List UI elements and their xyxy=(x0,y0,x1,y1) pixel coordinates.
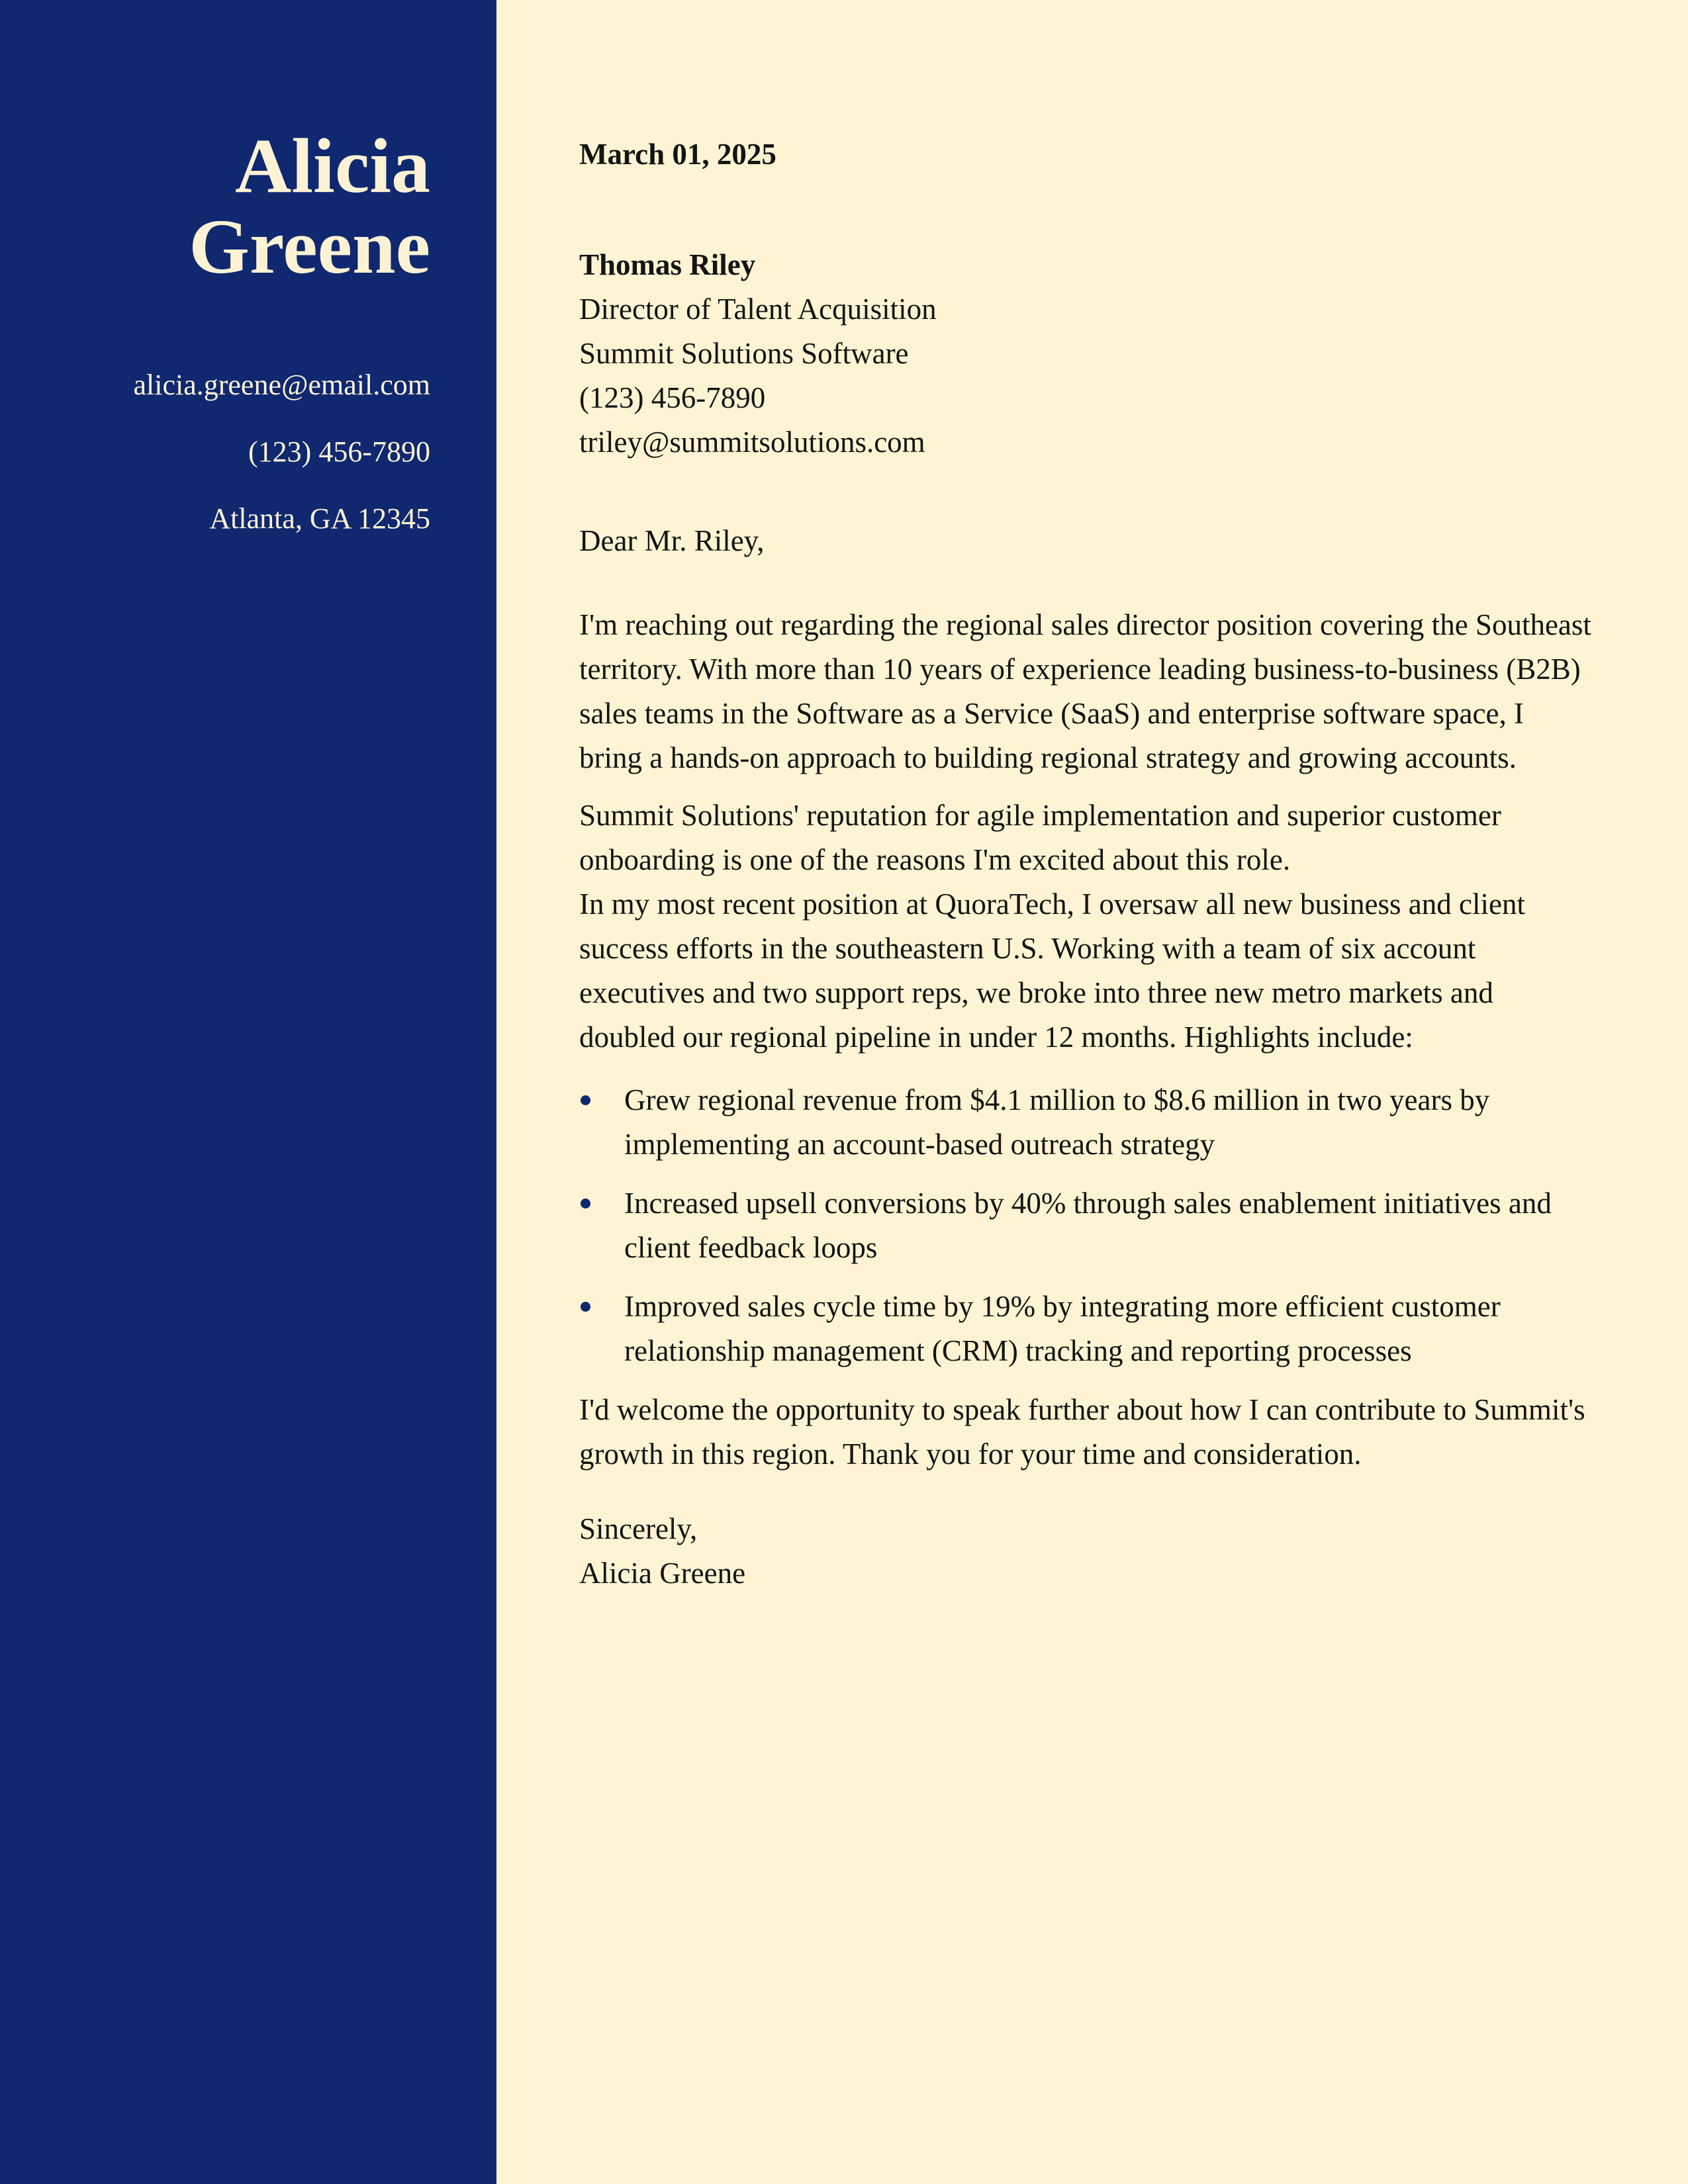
salutation: Dear Mr. Riley, xyxy=(579,524,765,557)
letter-content xyxy=(579,132,1592,1596)
letter-date: March 01, 2025 xyxy=(579,138,776,171)
signoff: Sincerely, xyxy=(579,1512,698,1545)
sender-last-name: Greene xyxy=(189,203,430,290)
sender-phone: (123) 456-7890 xyxy=(248,435,430,468)
list-item xyxy=(579,1078,1592,1167)
highlight-text: Improved sales cycle time by 19% by integrating more efficient customer relationship management (CRM) tracking and reporting processes xyxy=(624,1290,1501,1367)
recipient-name: Thomas Riley xyxy=(579,248,756,281)
highlights-list xyxy=(579,1078,1592,1373)
highlight-text: Grew regional revenue from $4.1 million to $8.6 million in two years by implementing an account-based outreach strategy xyxy=(624,1083,1490,1161)
list-item xyxy=(579,1181,1592,1270)
recipient-company: Summit Solutions Software xyxy=(579,337,909,370)
paragraph-intro: I'm reaching out regarding the regional sales director position covering the Southeast territory. With more than 10 years of experience leading business-to-business (B2B) sales teams in the Software as a Service (SaaS) and enterprise software space, I bring a hands-on approach to building regional strategy and growing accounts. xyxy=(579,608,1591,774)
signature-name: Alicia Greene xyxy=(579,1557,746,1590)
signoff-block xyxy=(579,1507,1592,1596)
sender-first-name: Alicia xyxy=(235,122,430,209)
paragraph-experience: In my most recent position at QuoraTech, I oversaw all new business and client success efforts in the southeastern U.S. Working with a team of six account executives and two support reps, we broke into three new metro markets and doubled our regional pipeline in under 12 months. Highlights include: xyxy=(579,887,1525,1054)
recipient-title: Director of Talent Acquisition xyxy=(579,293,937,326)
sender-location: Atlanta, GA 12345 xyxy=(209,502,430,535)
recipient-block xyxy=(579,243,1592,465)
paragraph-closing: I'd welcome the opportunity to speak further about how I can contribute to Summit's growth in this region. Thank you for your time and consideration. xyxy=(579,1393,1585,1471)
sender-contact xyxy=(133,365,430,566)
recipient-email: triley@summitsolutions.com xyxy=(579,426,925,459)
recipient-phone: (123) 456-7890 xyxy=(579,381,766,414)
sender-email: alicia.greene@email.com xyxy=(133,369,430,401)
bullet-icon xyxy=(581,1302,590,1312)
sender-name xyxy=(189,122,430,290)
bullet-icon xyxy=(581,1095,590,1105)
list-item xyxy=(579,1285,1592,1373)
highlight-text: Increased upsell conversions by 40% through sales enablement initiatives and client feedback loops xyxy=(624,1187,1552,1264)
bullet-icon xyxy=(581,1199,590,1208)
paragraph-company: Summit Solutions' reputation for agile implementation and superior customer onboarding is one of the reasons I'm excited about this role. xyxy=(579,799,1501,876)
sidebar xyxy=(0,0,496,2184)
letter-body xyxy=(496,0,1688,2184)
